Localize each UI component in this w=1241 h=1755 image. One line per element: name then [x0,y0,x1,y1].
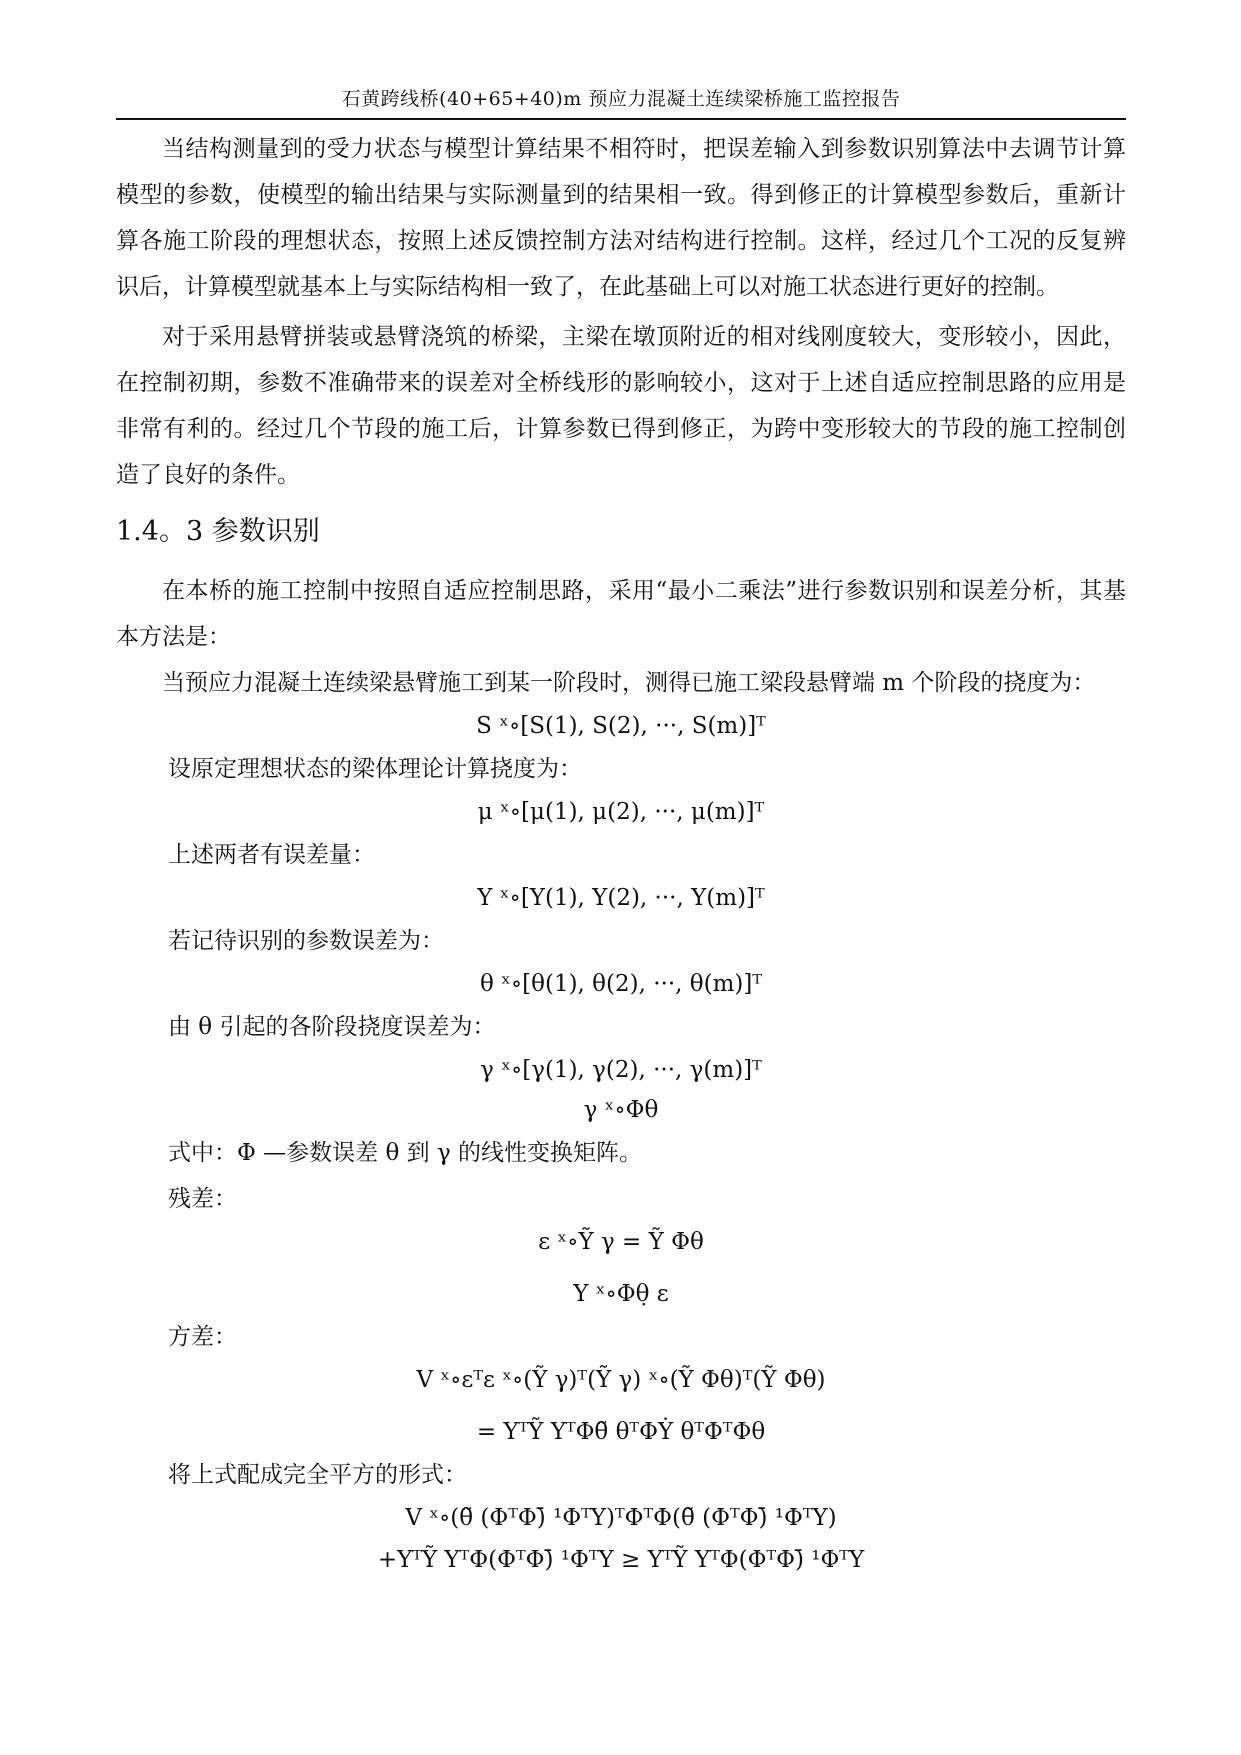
page-header: 石黄跨线桥(40+65+40)m 预应力混凝土连续梁桥施工监控报告 [341,88,901,110]
label-ideal-deflection: 设原定理想状态的梁体理论计算挠度为： [168,756,582,782]
section-heading: 1.4。3 参数识别 [116,516,320,547]
paragraph-intro: 在本桥的施工控制中按照自适应控制思路，采用“最小二乘法”进行参数识别和误差分析，其基本方法是： [116,578,1126,650]
formula-variance-2: = YᵀỸ YᵀΦθ̃ θᵀΦẎ θᵀΦᵀΦθ [476,1419,766,1445]
formula-mu: μ ˣ∘[μ(1), μ(2), ···, μ(m)]ᵀ [477,799,765,825]
formula-S: S ˣ∘[S(1), S(2), ···, S(m)]ᵀ [476,713,766,739]
paragraph-cantilever: 对于采用悬臂拼装或悬臂浇筑的桥梁，主梁在墩顶附近的相对线刚度较大，变形较小，因此，在控制初期，参数不准确带来的误差对全桥线形的影响较小，这对于上述自适应控制思路的应用是非常有利的。经过几个节段的施工后，计算参数已得到修正，为跨中变形较大的节段的施工控制创造了良好的条件。 [116,324,1126,488]
formula-square-2: +YᵀỸ YᵀΦ(ΦᵀΦ)̄ ¹ΦᵀY ≥ YᵀỸ YᵀΦ(ΦᵀΦ)̄ ¹ΦᵀY [377,1547,865,1573]
formula-variance-1: V ˣ∘εᵀε ˣ∘(Ỹ γ)ᵀ(Ỹ γ) ˣ∘(Ỹ Φθ)ᵀ(Ỹ Φθ) [416,1367,826,1393]
paragraph-feedback-control: 当结构测量到的受力状态与模型计算结果不相符时，把误差输入到参数识别算法中去调节计算模型的参数，使模型的输出结果与实际测量到的结果相一致。得到修正的计算模型参数后，重新计算各施工阶段的理想状态，按照上述反馈控制方法对结构进行控制。这样，经过几个工况的反复辨识后，计算模型就基本上与实际结构相一致了，在此基础上可以对施工状态进行更好的控制。 [116,136,1126,300]
formula-Y: Y ˣ∘[Y(1), Y(2), ···, Y(m)]ᵀ [477,885,765,911]
label-error-quantity: 上述两者有误差量： [168,842,375,868]
label-residual: 残差： [168,1186,237,1212]
label-parameter-error: 若记待识别的参数误差为： [168,928,444,954]
label-complete-square: 将上式配成完全平方的形式： [168,1462,467,1488]
formula-square-1: V ˣ∘(θ̃ (ΦᵀΦ)̄ ¹ΦᵀY)ᵀΦᵀΦ(θ̃ (ΦᵀΦ)̄ ¹ΦᵀY) [405,1505,837,1531]
formula-gamma-phi: γ ˣ∘Φθ [583,1097,659,1123]
paragraph-measurement: 当预应力混凝土连续梁悬臂施工到某一阶段时，测得已施工梁段悬臂端 m 个阶段的挠度为： [162,670,1096,696]
formula-residual-2: Y ˣ∘Φθ̣ ε [573,1281,669,1307]
label-stage-deflection-error: 由 θ 引起的各阶段挠度误差为： [168,1014,496,1040]
label-variance: 方差： [168,1324,237,1350]
page-content [116,126,1126,1580]
formula-residual-1: ε ˣ∘Ỹ γ = Ỹ Φθ [538,1229,704,1255]
header-divider [116,118,1126,120]
formula-gamma: γ ˣ∘[γ(1), γ(2), ···, γ(m)]ᵀ [480,1057,762,1083]
label-transform-matrix: 式中：Φ —参数误差 θ 到 γ 的线性变换矩阵。 [168,1140,643,1166]
formula-theta: θ ˣ∘[θ(1), θ(2), ···, θ(m)]ᵀ [479,971,763,997]
